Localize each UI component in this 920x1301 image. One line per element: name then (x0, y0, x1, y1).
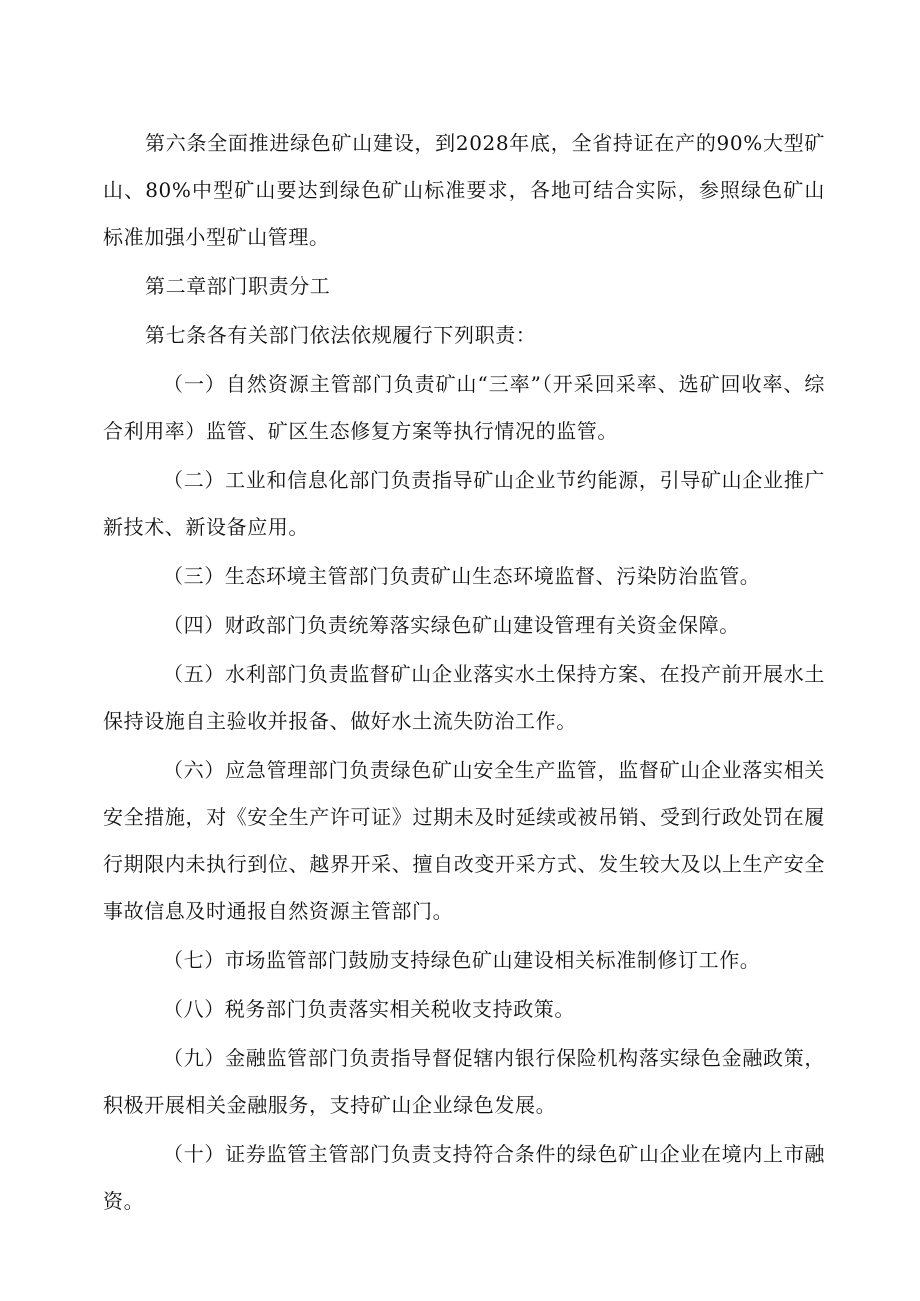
duty-item-1: （一）自然资源主管部门负责矿山“三率”（开采回采率、选矿回收率、综合利用率）监管、矿区生态修复方案等执行情况的监管。 (103, 372, 825, 443)
document-page (103, 120, 825, 1225)
duty-item-3: （三）生态环境主管部门负责矿山生态环境监督、污染防治监管。 (163, 564, 761, 588)
chapter-2-heading: 第二章部门职责分工 (145, 274, 331, 298)
duty-item-9: （九）金融监管部门负责指导督促辖内银行保险机构落实绿色金融政策，积极开展相关金融服务，支持矿山企业绿色发展。 (103, 1046, 825, 1117)
article-6-paragraph: 第六条全面推进绿色矿山建设，到2028年底，全省持证在产的90%大型矿山、80%中型矿山要达到绿色矿山标准要求，各地可结合实际，参照绿色矿山标准加强小型矿山管理。 (103, 131, 825, 249)
duty-item-5: （五）水利部门负责监督矿山企业落实水土保持方案、在投产前开展水土保持设施自主验收并报备、做好水土流失防治工作。 (103, 662, 825, 733)
duty-item-8: （八）税务部门负责落实相关税收支持政策。 (163, 997, 575, 1021)
duty-item-4: （四）财政部门负责统筹落实绿色矿山建设管理有关资金保障。 (163, 613, 740, 637)
duty-item-2: （二）工业和信息化部门负责指导矿山企业节约能源，引导矿山企业推广新技术、新设备应用。 (103, 468, 825, 539)
duty-item-6: （六）应急管理部门负责绿色矿山安全生产监管，监督矿山企业落实相关安全措施，对《安全生产许可证》过期未及时延续或被吊销、受到行政处罚在履行期限内未执行到位、越界开采、擅自改变开采方式、发生较大及以上生产安全事故信息及时通报自然资源主管部门。 (103, 758, 825, 923)
duty-item-7: （七）市场监管部门鼓励支持绿色矿山建设相关标准制修订工作。 (163, 948, 761, 972)
article-7-paragraph: 第七条各有关部门依法依规履行下列职责： (145, 323, 537, 347)
duty-item-10: （十）证券监管主管部门负责支持符合条件的绿色矿山企业在境内上市融资。 (103, 1142, 825, 1213)
